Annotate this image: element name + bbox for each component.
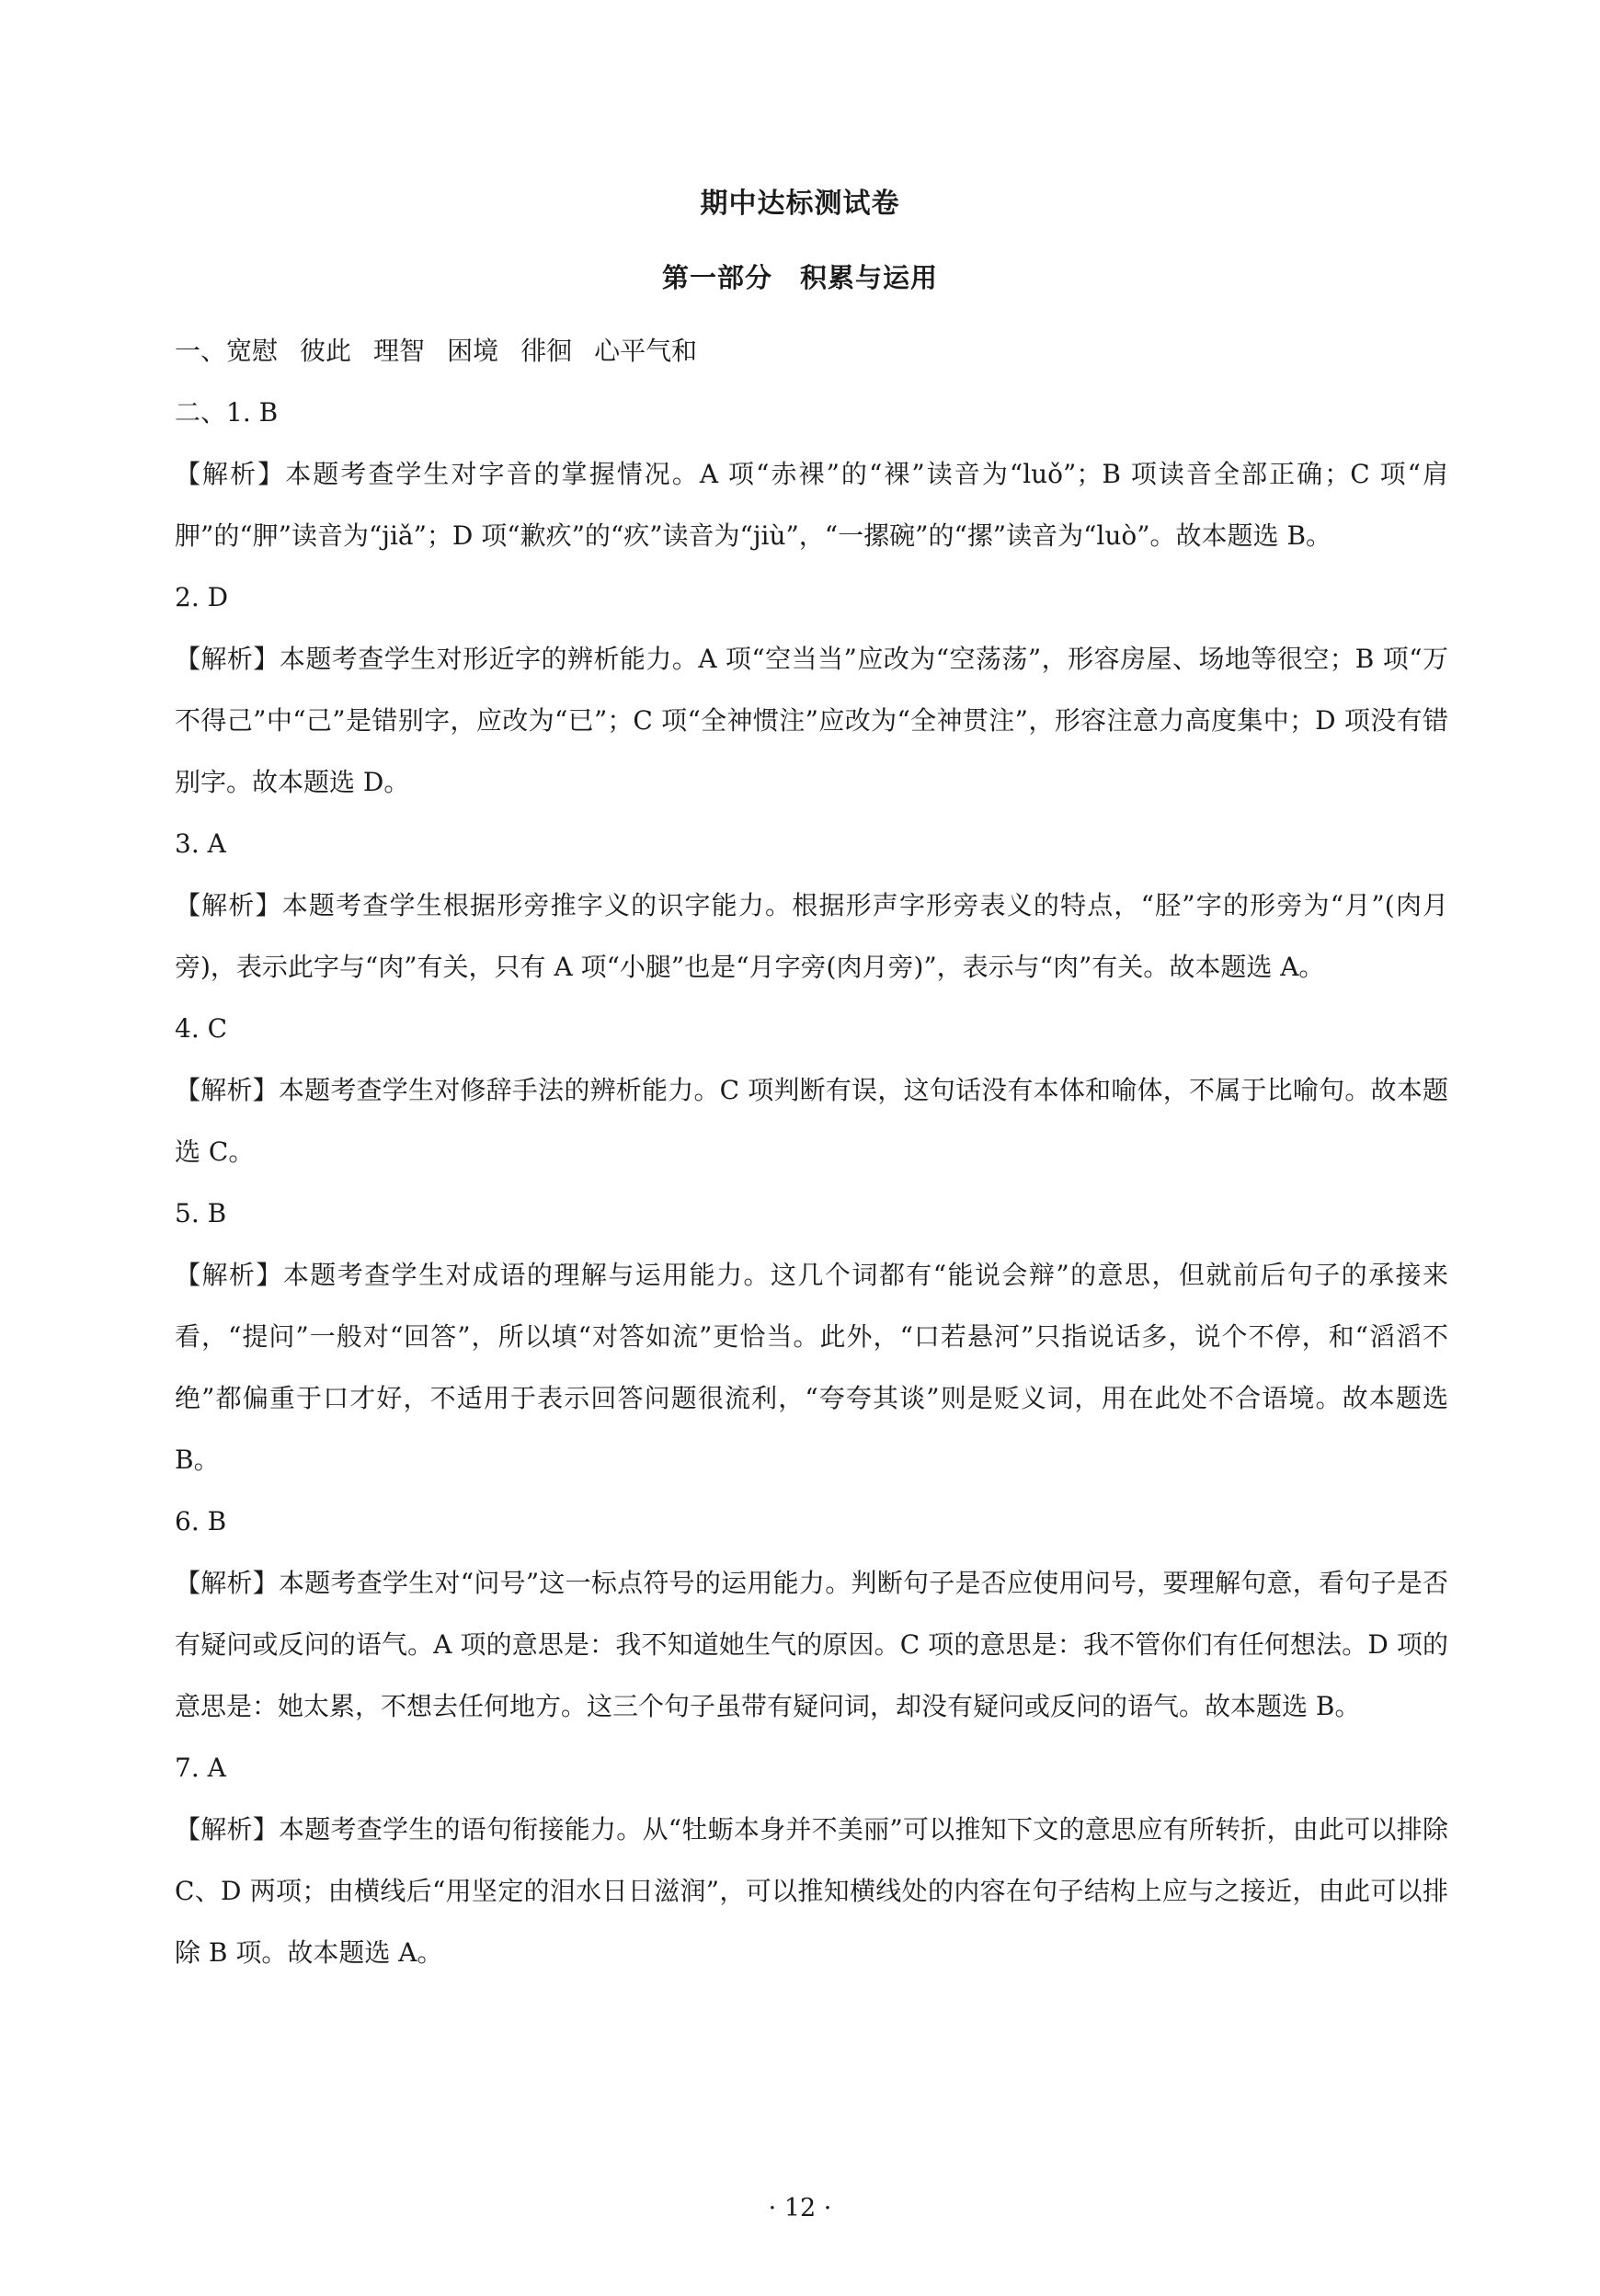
vocab-word: 彼此 <box>300 336 352 366</box>
answer-analysis: 【解析】本题考查学生对成语的理解与运用能力。这几个词都有“能说会辩”的意思，但就前后句子的承接来看，“提问”一般对“回答”，所以填“对答如流”更恰当。此外，“口若悬河”只指说话多，说个不停，和“滔滔不绝”都偏重于口才好，不适用于表示回答问题很流利，“夸夸其谈”则是贬义词，用在此处不合语境。故本题选 B。 <box>175 1260 1448 1475</box>
answer-analysis: 【解析】本题考查学生的语句衔接能力。从“牡蛎本身并不美丽”可以推知下文的意思应有所转折，由此可以排除 C、D 两项；由横线后“用坚定的泪水日日滋润”，可以推知横线处的内容在句子结构上应与之接近，由此可以排除 B 项。故本题选 A。 <box>175 1814 1448 1968</box>
answer-head: 6. B <box>175 1506 227 1536</box>
answer-analysis: 【解析】本题考查学生根据形旁推字义的识字能力。根据形声字形旁表义的特点，“胫”字的形旁为“月”(肉月旁)，表示此字与“肉”有关，只有 A 项“小腿”也是“月字旁(肉月旁)”，表示与“肉”有关。故本题选 A。 <box>175 890 1448 982</box>
vocab-word: 心平气和 <box>594 336 698 366</box>
answer-content <box>175 320 1448 1983</box>
page-title: 期中达标测试卷 <box>700 188 900 220</box>
answer-head: 二、1. B <box>175 397 279 428</box>
answer-analysis: 【解析】本题考查学生对“问号”这一标点符号的运用能力。判断句子是否应使用问号，要理解句意，看句子是否有疑问或反问的语气。A 项的意思是：我不知道她生气的原因。C 项的意思是：我不管你们有任何想法。D 项的意思是：她太累，不想去任何地方。这三个句子虽带有疑问词，却没有疑问或反问的语气。故本题选 B。 <box>175 1568 1448 1721</box>
vocab-word: 徘徊 <box>520 336 573 366</box>
section-title: 第一部分 积累与运用 <box>661 262 938 293</box>
answer-head: 2. D <box>175 582 229 612</box>
vocab-word: 困境 <box>447 336 499 366</box>
vocab-word: 理智 <box>373 336 426 366</box>
page-number: · 12 · <box>768 2194 832 2222</box>
answer-analysis: 【解析】本题考查学生对修辞手法的辨析能力。C 项判断有误，这句话没有本体和喻体，不属于比喻句。故本题选 C。 <box>175 1075 1448 1167</box>
question-1-answer <box>175 320 1448 382</box>
answer-head: 5. B <box>175 1198 227 1228</box>
question-1-label: 一、 <box>175 336 227 366</box>
answer-analysis: 【解析】本题考查学生对形近字的辨析能力。A 项“空当当”应改为“空荡荡”，形容房屋、场地等很空；B 项“万不得己”中“己”是错别字，应改为“已”；C 项“全神惯注”应改为“全神贯注”，形容注意力高度集中；D 项没有错别字。故本题选 D。 <box>175 644 1448 797</box>
answer-head: 4. C <box>175 1013 228 1044</box>
answer-head: 3. A <box>175 828 226 859</box>
answer-head: 7. A <box>175 1753 226 1783</box>
answer-analysis: 【解析】本题考查学生对字音的掌握情况。A 项“赤裸”的“裸”读音为“luǒ”；B 项读音全部正确；C 项“肩胛”的“胛”读音为“jiǎ”；D 项“歉疚”的“疚”读音为“jiù”，“一摞碗”的“摞”读音为“luò”。故本题选 B。 <box>175 459 1448 551</box>
vocab-word: 宽慰 <box>226 336 279 366</box>
